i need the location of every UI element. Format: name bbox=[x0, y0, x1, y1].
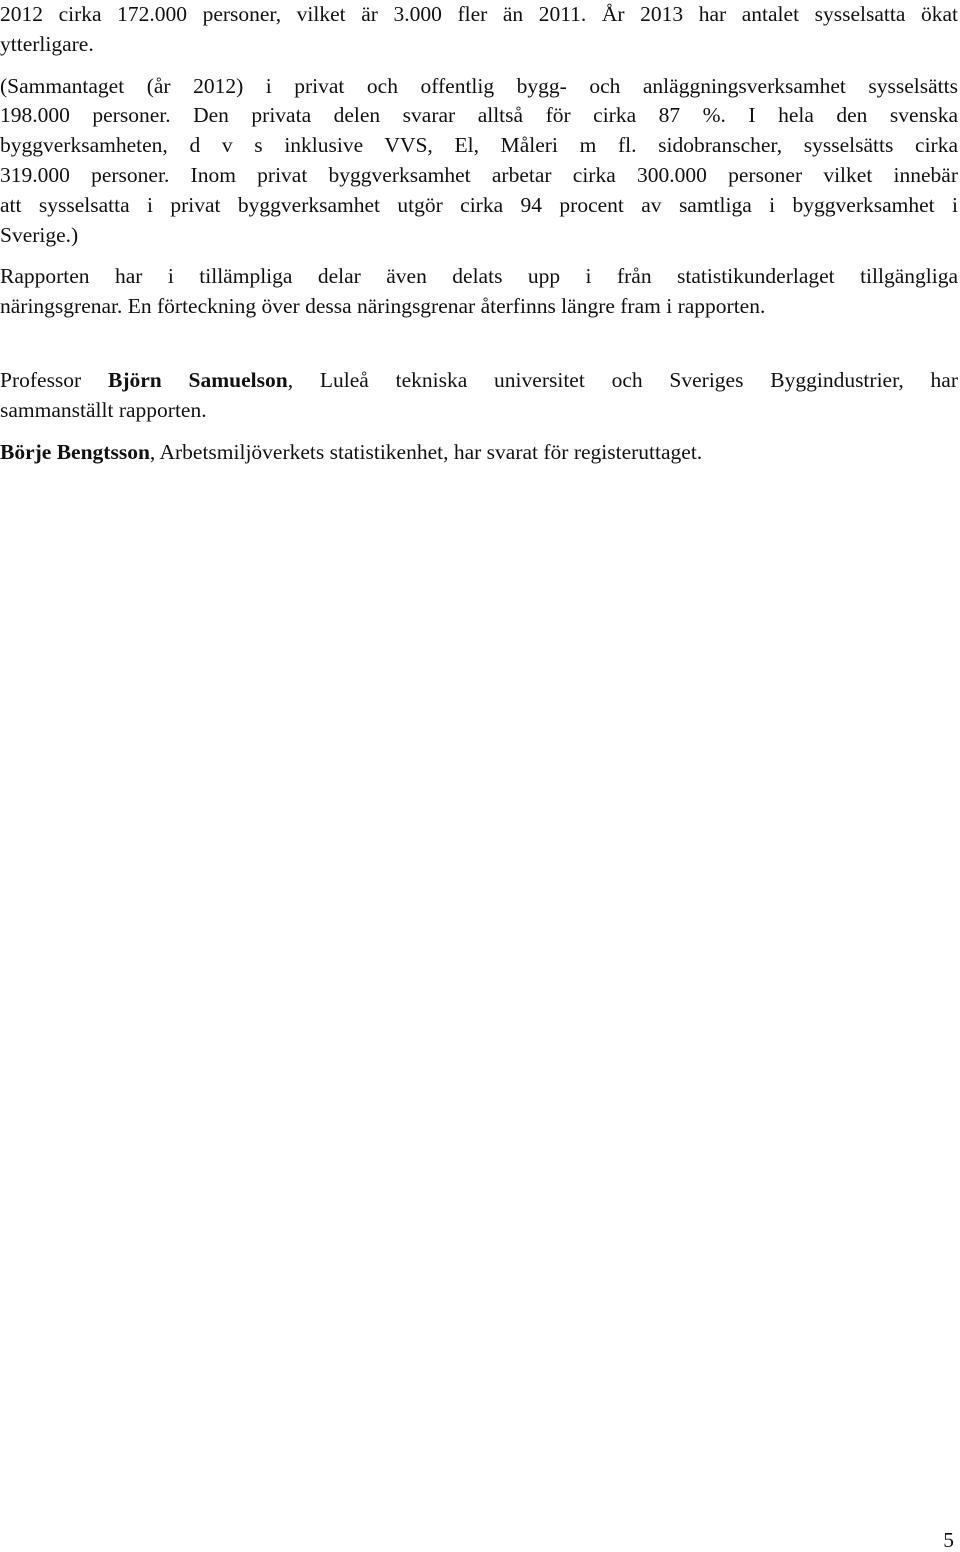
paragraph-registrar-credit bbox=[0, 438, 958, 468]
text-line: sammanställt rapporten. bbox=[0, 397, 207, 422]
text-line: Sverige.) bbox=[0, 222, 79, 247]
text-line: (Sammantaget (år 2012) i privat och offentlig bygg- och anläggningsverksamhet sysselsätts bbox=[0, 73, 958, 98]
paragraph-report-breakdown bbox=[0, 262, 958, 322]
paragraph-summary-2012 bbox=[0, 72, 958, 251]
text-line: näringsgrenar. En förteckning över dessa näringsgrenar återfinns längre fram i rapporten. bbox=[0, 294, 766, 319]
document-body bbox=[0, 0, 958, 467]
text-line bbox=[0, 366, 958, 396]
paragraph-author-credit bbox=[0, 366, 958, 426]
paragraph-employment-2012 bbox=[0, 0, 958, 60]
text-line bbox=[0, 438, 958, 468]
text-line: Rapporten har i tillämpliga delar även delats upp i från statistikunderlaget tillgängliga bbox=[0, 264, 958, 289]
text-line: 319.000 personer. Inom privat byggverksamhet arbetar cirka 300.000 personer vilket innebär bbox=[0, 162, 958, 187]
author-name: Björn Samuelson bbox=[108, 367, 288, 392]
page-number: 5 bbox=[943, 1528, 954, 1552]
text-line: 2012 cirka 172.000 personer, vilket är 3.000 fler än 2011. År 2013 har antalet sysselsatta ökat bbox=[0, 2, 958, 26]
registrar-name: Börje Bengtsson bbox=[0, 439, 150, 464]
registrar-role: , Arbetsmiljöverkets statistikenhet, har svarat för registeruttaget. bbox=[149, 439, 703, 464]
text-line: ytterligare. bbox=[0, 31, 94, 56]
author-title: Professor bbox=[0, 367, 109, 392]
text-line: byggverksamheten, d v s inklusive VVS, El, Måleri m fl. sidobranscher, sysselsätts cirka bbox=[0, 133, 958, 158]
text-line: att sysselsatta i privat byggverksamhet utgör cirka 94 procent av samtliga i byggverksamhet i bbox=[0, 192, 958, 217]
text-line: 198.000 personer. Den privata delen svarar alltså för cirka 87 %. I hela den svenska bbox=[0, 103, 958, 128]
author-affiliation: , Luleå tekniska universitet och Sveriges Byggindustrier, har bbox=[287, 367, 958, 392]
